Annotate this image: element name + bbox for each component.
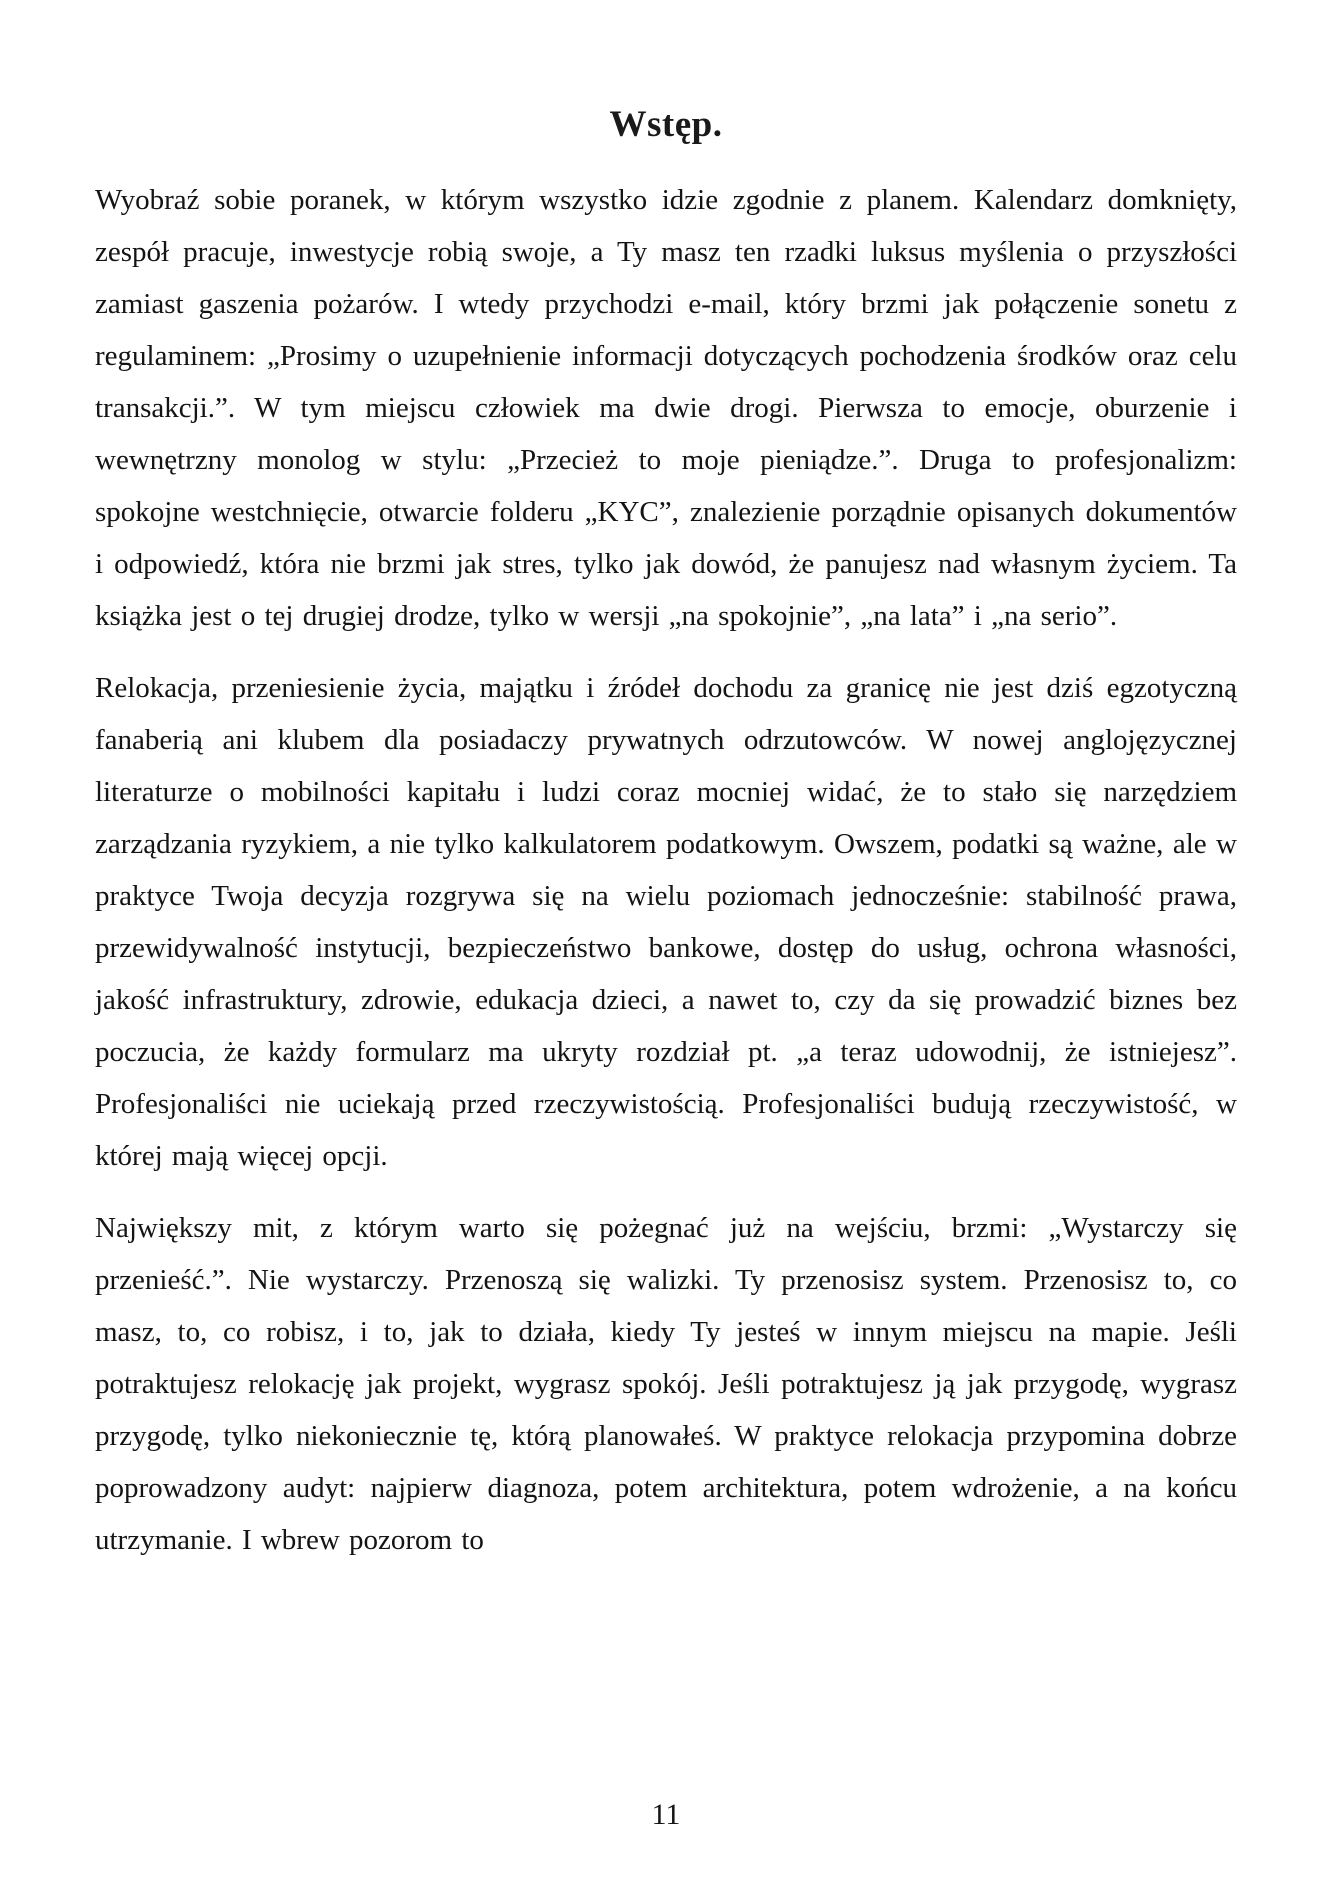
page-title: Wstęp. bbox=[609, 104, 723, 145]
body-paragraph-1: Wyobraź sobie poranek, w którym wszystko idzie zgodnie z planem. Kalendarz domknięty, zespół pracuje, inwestycje robią swoje, a Ty masz ten rzadki luksus myślenia o przyszłości zamiast gaszenia pożarów. I wtedy przychodzi e-mail, który brzmi jak połączenie sonetu z regulaminem: „Prosimy o uzupełnienie informacji dotyczących pochodzenia środków oraz celu transakcji.”. W tym miejscu człowiek ma dwie drogi. Pierwsza to emocje, oburzenie i wewnętrzny monolog w stylu: „Przecież to moje pieniądze.”. Druga to profesjonalizm: spokojne westchnięcie, otwarcie folderu „KYC”, znalezienie porządnie opisanych dokumentów i odpowiedź, która nie brzmi jak stres, tylko jak dowód, że panujesz nad własnym życiem. Ta książka jest o tej drugiej drodze, tylko w wersji „na spokojnie”, „na lata” i „na serio”. bbox=[95, 184, 1237, 632]
page-number: 11 bbox=[651, 1798, 681, 1831]
body-paragraph-3: Największy mit, z którym warto się pożegnać już na wejściu, brzmi: „Wystarczy się przenieść.”. Nie wystarczy. Przenoszą się walizki. Ty przenosisz system. Przenosisz to, co masz, to, co robisz, i to, jak to działa, kiedy Ty jesteś w innym miejscu na mapie. Jeśli potraktujesz relokację jak projekt, wygrasz spokój. Jeśli potraktujesz ją jak przygodę, wygrasz przygodę, tylko niekoniecznie tę, którą planowałeś. W praktyce relokacja przypomina dobrze poprowadzony audyt: najpierw diagnoza, potem architektura, potem wdrożenie, a na końcu utrzymanie. I wbrew pozorom to bbox=[95, 1212, 1237, 1556]
body-paragraph-2: Relokacja, przeniesienie życia, majątku i źródeł dochodu za granicę nie jest dziś egzotyczną fanaberią ani klubem dla posiadaczy prywatnych odrzutowców. W nowej anglojęzycznej literaturze o mobilności kapitału i ludzi coraz mocniej widać, że to stało się narzędziem zarządzania ryzykiem, a nie tylko kalkulatorem podatkowym. Owszem, podatki są ważne, ale w praktyce Twoja decyzja rozgrywa się na wielu poziomach jednocześnie: stabilność prawa, przewidywalność instytucji, bezpieczeństwo bankowe, dostęp do usług, ochrona własności, jakość infrastruktury, zdrowie, edukacja dzieci, a nawet to, czy da się prowadzić biznes bez poczucia, że każdy formularz ma ukryty rozdział pt. „a teraz udowodnij, że istniejesz”. Profesjonaliści nie uciekają przed rzeczywistością. Profesjonaliści budują rzeczywistość, w której mają więcej opcji. bbox=[95, 672, 1237, 1172]
